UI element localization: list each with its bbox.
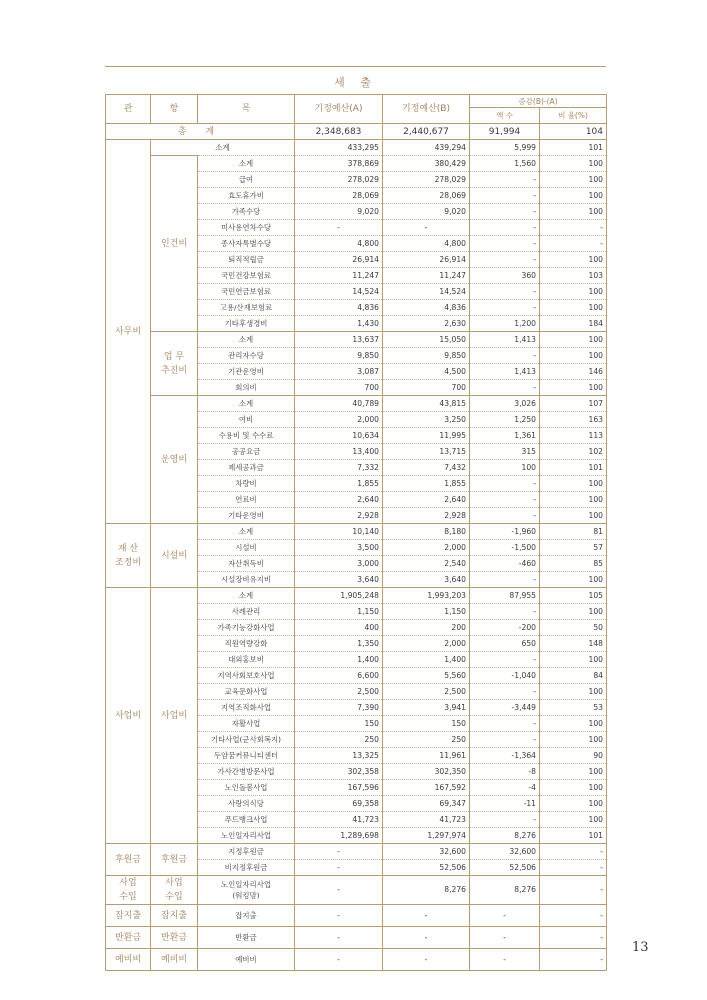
row-revised: 2,000 bbox=[383, 636, 470, 652]
row-diff: -1,960 bbox=[470, 524, 540, 540]
row-diff: - bbox=[470, 716, 540, 732]
row-diff: 87,955 bbox=[470, 588, 540, 604]
row-mok: 직원역량강화 bbox=[198, 636, 295, 652]
row-ratio: 100 bbox=[540, 172, 607, 188]
row-ratio: 100 bbox=[540, 796, 607, 812]
row-base: 150 bbox=[295, 716, 383, 732]
gwan-jaesan: 재 산 조정비 bbox=[106, 524, 151, 588]
row-base: 1,400 bbox=[295, 652, 383, 668]
row-mok: 급여 bbox=[198, 172, 295, 188]
total-revised: 2,440,677 bbox=[383, 124, 470, 140]
row-ratio: 100 bbox=[540, 732, 607, 748]
row-diff: -200 bbox=[470, 620, 540, 636]
header-gwan: 관 bbox=[106, 95, 151, 124]
row-ratio: 103 bbox=[540, 268, 607, 284]
row-diff: - bbox=[470, 380, 540, 396]
hang-saeop: 사업비 bbox=[151, 588, 198, 844]
row-diff: - bbox=[470, 572, 540, 588]
row-base: 9,850 bbox=[295, 348, 383, 364]
row-base: 28,069 bbox=[295, 188, 383, 204]
row-ratio: 101 bbox=[540, 140, 607, 156]
row-ratio: 102 bbox=[540, 444, 607, 460]
row-mok: 예비비 bbox=[198, 949, 295, 971]
page-title: 세 출 bbox=[334, 76, 377, 89]
row-diff: -4 bbox=[470, 780, 540, 796]
row-base: 250 bbox=[295, 732, 383, 748]
row-ratio: 100 bbox=[540, 380, 607, 396]
row-diff: 5,999 bbox=[470, 140, 540, 156]
row-mok: 시설장비유지비 bbox=[198, 572, 295, 588]
row-base: 4,800 bbox=[295, 236, 383, 252]
row-ratio: 100 bbox=[540, 780, 607, 796]
row-diff: 3,026 bbox=[470, 396, 540, 412]
row-diff: 1,413 bbox=[470, 332, 540, 348]
row-revised: 11,247 bbox=[383, 268, 470, 284]
row-diff: 315 bbox=[470, 444, 540, 460]
row-revised: 2,500 bbox=[383, 684, 470, 700]
row-revised: 2,540 bbox=[383, 556, 470, 572]
hang-eopmu: 업 무 추진비 bbox=[151, 332, 198, 396]
hang-huwon: 후원금 bbox=[151, 844, 198, 876]
row-base: 26,914 bbox=[295, 252, 383, 268]
row-ratio: 100 bbox=[540, 492, 607, 508]
row-base: 10,140 bbox=[295, 524, 383, 540]
row-base: 13,325 bbox=[295, 748, 383, 764]
row-revised: 150 bbox=[383, 716, 470, 732]
row-mok: 노인돌봄사업 bbox=[198, 780, 295, 796]
row-mok: 종사자특별수당 bbox=[198, 236, 295, 252]
hang-unyeong: 운영비 bbox=[151, 396, 198, 524]
total-row bbox=[106, 124, 607, 140]
row-ratio: 100 bbox=[540, 332, 607, 348]
row-mok: 푸드뱅크사업 bbox=[198, 812, 295, 828]
gwan-japji: 잡지출 bbox=[106, 905, 151, 927]
row-revised: 1,400 bbox=[383, 652, 470, 668]
row-mok: 교육문화사업 bbox=[198, 684, 295, 700]
row-ratio: 100 bbox=[540, 156, 607, 172]
row-diff: - bbox=[470, 252, 540, 268]
row-base: 10,634 bbox=[295, 428, 383, 444]
header-diff: 증감(B)-(A) bbox=[470, 95, 607, 108]
row-diff: - bbox=[470, 236, 540, 252]
row-mok: 기타후생경비 bbox=[198, 316, 295, 332]
header-base-budget: 기정예산(A) bbox=[295, 95, 383, 124]
row-base: 167,596 bbox=[295, 780, 383, 796]
row-mok: 소계 bbox=[151, 140, 295, 156]
row-diff: - bbox=[470, 188, 540, 204]
row-ratio: 148 bbox=[540, 636, 607, 652]
hang-saeop-suip: 사업 수입 bbox=[151, 876, 198, 905]
row-diff: 1,413 bbox=[470, 364, 540, 380]
row-diff: -1,500 bbox=[470, 540, 540, 556]
row-ratio: - bbox=[540, 844, 607, 860]
row-mok: 수용비 및 수수료 bbox=[198, 428, 295, 444]
row-diff: - bbox=[470, 508, 540, 524]
row-base: - bbox=[295, 860, 383, 876]
gwan-saeop: 사업비 bbox=[106, 588, 151, 844]
row-diff: 52,506 bbox=[470, 860, 540, 876]
row-diff: - bbox=[470, 684, 540, 700]
row-base: 3,087 bbox=[295, 364, 383, 380]
table-row bbox=[106, 905, 607, 927]
row-revised: 439,294 bbox=[383, 140, 470, 156]
row-base: 69,358 bbox=[295, 796, 383, 812]
row-diff: - bbox=[470, 949, 540, 971]
page-number: 13 bbox=[632, 940, 649, 955]
hang-banhwan: 반환금 bbox=[151, 927, 198, 949]
row-diff: - bbox=[470, 812, 540, 828]
row-mok: 반환금 bbox=[198, 927, 295, 949]
row-mok: 자활사업 bbox=[198, 716, 295, 732]
row-diff: 100 bbox=[470, 460, 540, 476]
header-hang: 항 bbox=[151, 95, 198, 124]
row-revised: 3,941 bbox=[383, 700, 470, 716]
row-mok: 관리자수당 bbox=[198, 348, 295, 364]
row-revised: 4,500 bbox=[383, 364, 470, 380]
row-ratio: - bbox=[540, 236, 607, 252]
row-ratio: 100 bbox=[540, 652, 607, 668]
row-base: 2,640 bbox=[295, 492, 383, 508]
row-diff: 1,200 bbox=[470, 316, 540, 332]
row-diff: -460 bbox=[470, 556, 540, 572]
row-revised: 11,961 bbox=[383, 748, 470, 764]
row-base: 1,150 bbox=[295, 604, 383, 620]
header-mok: 목 bbox=[198, 95, 295, 124]
row-ratio: 84 bbox=[540, 668, 607, 684]
row-diff: - bbox=[470, 492, 540, 508]
row-revised: 26,914 bbox=[383, 252, 470, 268]
row-revised: - bbox=[383, 949, 470, 971]
row-mok: 기관운영비 bbox=[198, 364, 295, 380]
row-ratio: - bbox=[540, 876, 607, 905]
row-diff: 8,276 bbox=[470, 828, 540, 844]
table-row bbox=[106, 949, 607, 971]
header-revised-budget: 기정예산(B) bbox=[383, 95, 470, 124]
row-revised: 1,993,203 bbox=[383, 588, 470, 604]
row-diff: - bbox=[470, 220, 540, 236]
row-mok: 여비 bbox=[198, 412, 295, 428]
row-revised: 41,723 bbox=[383, 812, 470, 828]
row-base: 433,295 bbox=[295, 140, 383, 156]
row-diff: - bbox=[470, 476, 540, 492]
title-rule bbox=[105, 66, 606, 67]
row-ratio: 101 bbox=[540, 460, 607, 476]
row-ratio: 53 bbox=[540, 700, 607, 716]
row-ratio: 101 bbox=[540, 828, 607, 844]
row-mok: 효도휴가비 bbox=[198, 188, 295, 204]
row-diff: - bbox=[470, 604, 540, 620]
gwan-yebi: 예비비 bbox=[106, 949, 151, 971]
hang-ingeon: 인건비 bbox=[151, 156, 198, 332]
row-ratio: - bbox=[540, 927, 607, 949]
row-base: 1,350 bbox=[295, 636, 383, 652]
row-ratio: 100 bbox=[540, 348, 607, 364]
row-ratio: 100 bbox=[540, 284, 607, 300]
row-diff: - bbox=[470, 652, 540, 668]
row-mok: 국민건강보험료 bbox=[198, 268, 295, 284]
row-revised: 9,850 bbox=[383, 348, 470, 364]
row-mok: 소계 bbox=[198, 396, 295, 412]
row-base: 40,789 bbox=[295, 396, 383, 412]
row-revised: 7,432 bbox=[383, 460, 470, 476]
row-mok: 잡지출 bbox=[198, 905, 295, 927]
row-revised: 1,855 bbox=[383, 476, 470, 492]
row-base: 14,524 bbox=[295, 284, 383, 300]
row-diff: - bbox=[470, 905, 540, 927]
row-revised: 302,350 bbox=[383, 764, 470, 780]
row-diff: 32,600 bbox=[470, 844, 540, 860]
row-base: 1,855 bbox=[295, 476, 383, 492]
table-row bbox=[106, 332, 607, 348]
row-mok: 퇴직적립금 bbox=[198, 252, 295, 268]
row-base: 3,000 bbox=[295, 556, 383, 572]
row-revised: 5,560 bbox=[383, 668, 470, 684]
gwan-banhwan: 반환금 bbox=[106, 927, 151, 949]
gwan-huwon: 후원금 bbox=[106, 844, 151, 876]
row-mok: 고용/산재보험료 bbox=[198, 300, 295, 316]
row-base: 378,869 bbox=[295, 156, 383, 172]
row-revised: 200 bbox=[383, 620, 470, 636]
row-mok: 비지정후원금 bbox=[198, 860, 295, 876]
row-ratio: 100 bbox=[540, 604, 607, 620]
row-mok: 소계 bbox=[198, 332, 295, 348]
row-mok: 사랑의식당 bbox=[198, 796, 295, 812]
row-ratio: 100 bbox=[540, 204, 607, 220]
row-base: - bbox=[295, 220, 383, 236]
row-revised: - bbox=[383, 927, 470, 949]
row-revised: 3,250 bbox=[383, 412, 470, 428]
row-revised: 11,995 bbox=[383, 428, 470, 444]
row-diff: -8 bbox=[470, 764, 540, 780]
row-base: 11,247 bbox=[295, 268, 383, 284]
row-revised: 2,640 bbox=[383, 492, 470, 508]
row-diff: -11 bbox=[470, 796, 540, 812]
row-mok: 소계 bbox=[198, 156, 295, 172]
row-ratio: 100 bbox=[540, 716, 607, 732]
row-mok: 자산취득비 bbox=[198, 556, 295, 572]
row-base: 4,836 bbox=[295, 300, 383, 316]
row-base: - bbox=[295, 927, 383, 949]
row-diff: - bbox=[470, 927, 540, 949]
row-revised: 3,640 bbox=[383, 572, 470, 588]
row-diff: 650 bbox=[470, 636, 540, 652]
row-diff: -3,449 bbox=[470, 700, 540, 716]
row-mok: 회의비 bbox=[198, 380, 295, 396]
row-revised: - bbox=[383, 905, 470, 927]
row-revised: 13,715 bbox=[383, 444, 470, 460]
row-ratio: 100 bbox=[540, 188, 607, 204]
row-mok: 공공요금 bbox=[198, 444, 295, 460]
row-diff: - bbox=[470, 172, 540, 188]
row-mok: 두암꿈커뮤니티센터 bbox=[198, 748, 295, 764]
gwan-saeop-suip: 사업 수입 bbox=[106, 876, 151, 905]
row-ratio: 81 bbox=[540, 524, 607, 540]
row-mok: 소계 bbox=[198, 588, 295, 604]
row-revised: 250 bbox=[383, 732, 470, 748]
row-revised: 167,592 bbox=[383, 780, 470, 796]
row-mok: 기타사업(군사회복지) bbox=[198, 732, 295, 748]
row-revised: 9,020 bbox=[383, 204, 470, 220]
row-base: 13,400 bbox=[295, 444, 383, 460]
row-ratio: 100 bbox=[540, 476, 607, 492]
row-base: 13,637 bbox=[295, 332, 383, 348]
row-revised: 28,069 bbox=[383, 188, 470, 204]
row-ratio: 50 bbox=[540, 620, 607, 636]
row-revised: 2,000 bbox=[383, 540, 470, 556]
row-base: 302,358 bbox=[295, 764, 383, 780]
row-mok: 시설비 bbox=[198, 540, 295, 556]
row-ratio: - bbox=[540, 220, 607, 236]
table-row bbox=[106, 844, 607, 860]
row-revised: 2,630 bbox=[383, 316, 470, 332]
row-ratio: 57 bbox=[540, 540, 607, 556]
total-diff: 91,994 bbox=[470, 124, 540, 140]
row-ratio: 100 bbox=[540, 508, 607, 524]
row-ratio: 100 bbox=[540, 300, 607, 316]
row-ratio: 163 bbox=[540, 412, 607, 428]
row-ratio: 90 bbox=[540, 748, 607, 764]
row-base: 7,390 bbox=[295, 700, 383, 716]
row-base: - bbox=[295, 905, 383, 927]
row-diff: 1,361 bbox=[470, 428, 540, 444]
row-mok: 미사용연차수당 bbox=[198, 220, 295, 236]
row-base: 278,029 bbox=[295, 172, 383, 188]
row-base: - bbox=[295, 949, 383, 971]
table-row bbox=[106, 876, 607, 905]
row-base: 700 bbox=[295, 380, 383, 396]
total-base: 2,348,683 bbox=[295, 124, 383, 140]
row-mok: 지정후원금 bbox=[198, 844, 295, 860]
row-diff: -1,040 bbox=[470, 668, 540, 684]
row-ratio: 107 bbox=[540, 396, 607, 412]
row-base: 3,500 bbox=[295, 540, 383, 556]
row-base: 6,600 bbox=[295, 668, 383, 684]
row-revised: 4,800 bbox=[383, 236, 470, 252]
row-ratio: - bbox=[540, 860, 607, 876]
row-revised: 14,524 bbox=[383, 284, 470, 300]
row-base: 2,000 bbox=[295, 412, 383, 428]
row-revised: 8,276 bbox=[383, 876, 470, 905]
row-mok: 사례관리 bbox=[198, 604, 295, 620]
row-revised: 278,029 bbox=[383, 172, 470, 188]
table-row bbox=[106, 524, 607, 540]
row-revised: 43,815 bbox=[383, 396, 470, 412]
row-base: - bbox=[295, 844, 383, 860]
row-revised: 8,180 bbox=[383, 524, 470, 540]
row-revised: 2,928 bbox=[383, 508, 470, 524]
row-base: 400 bbox=[295, 620, 383, 636]
row-diff: - bbox=[470, 348, 540, 364]
row-ratio: 113 bbox=[540, 428, 607, 444]
row-mok: 가족수당 bbox=[198, 204, 295, 220]
row-mok: 연료비 bbox=[198, 492, 295, 508]
total-ratio: 104 bbox=[540, 124, 607, 140]
row-base: 1,905,248 bbox=[295, 588, 383, 604]
gwan-samu: 사무비 bbox=[106, 140, 151, 524]
table-row bbox=[106, 140, 607, 156]
row-diff: 8,276 bbox=[470, 876, 540, 905]
row-mok: 제세공과금 bbox=[198, 460, 295, 476]
row-base: 1,289,698 bbox=[295, 828, 383, 844]
row-base: 2,928 bbox=[295, 508, 383, 524]
row-diff: -1,364 bbox=[470, 748, 540, 764]
row-mok: 소계 bbox=[198, 524, 295, 540]
row-ratio: 85 bbox=[540, 556, 607, 572]
row-base: 3,640 bbox=[295, 572, 383, 588]
row-ratio: 100 bbox=[540, 252, 607, 268]
row-mok: 국민연금보험료 bbox=[198, 284, 295, 300]
row-ratio: 100 bbox=[540, 812, 607, 828]
row-revised: 32,600 bbox=[383, 844, 470, 860]
row-ratio: 184 bbox=[540, 316, 607, 332]
row-revised: 15,050 bbox=[383, 332, 470, 348]
row-revised: 380,429 bbox=[383, 156, 470, 172]
row-diff: 1,560 bbox=[470, 156, 540, 172]
header-ratio: 비 율(%) bbox=[540, 108, 607, 124]
row-revised: - bbox=[383, 220, 470, 236]
header-amount: 액 수 bbox=[470, 108, 540, 124]
row-revised: 1,297,974 bbox=[383, 828, 470, 844]
row-ratio: 100 bbox=[540, 764, 607, 780]
row-diff: - bbox=[470, 284, 540, 300]
row-ratio: - bbox=[540, 905, 607, 927]
row-diff: - bbox=[470, 204, 540, 220]
row-diff: 360 bbox=[470, 268, 540, 284]
row-revised: 52,506 bbox=[383, 860, 470, 876]
row-mok: 지역조직화사업 bbox=[198, 700, 295, 716]
row-revised: 1,150 bbox=[383, 604, 470, 620]
row-base: 2,500 bbox=[295, 684, 383, 700]
row-mok: 차량비 bbox=[198, 476, 295, 492]
row-base: 9,020 bbox=[295, 204, 383, 220]
total-label: 총 계 bbox=[106, 124, 295, 140]
row-mok: 가족기능강화사업 bbox=[198, 620, 295, 636]
table-row bbox=[106, 396, 607, 412]
row-mok: 노인일자리사업 (워킹맘) bbox=[198, 876, 295, 905]
row-mok: 지역사회보호사업 bbox=[198, 668, 295, 684]
row-ratio: - bbox=[540, 949, 607, 971]
row-diff: 1,250 bbox=[470, 412, 540, 428]
row-ratio: 100 bbox=[540, 572, 607, 588]
row-base: 7,332 bbox=[295, 460, 383, 476]
row-base: 1,430 bbox=[295, 316, 383, 332]
row-diff: - bbox=[470, 300, 540, 316]
hang-siseol: 시설비 bbox=[151, 524, 198, 588]
table-row bbox=[106, 156, 607, 172]
row-revised: 700 bbox=[383, 380, 470, 396]
row-revised: 4,836 bbox=[383, 300, 470, 316]
row-ratio: 105 bbox=[540, 588, 607, 604]
row-diff: - bbox=[470, 732, 540, 748]
row-ratio: 100 bbox=[540, 684, 607, 700]
table-row bbox=[106, 588, 607, 604]
row-mok: 기타운영비 bbox=[198, 508, 295, 524]
table-row bbox=[106, 927, 607, 949]
row-revised: 69,347 bbox=[383, 796, 470, 812]
row-mok: 대외홍보비 bbox=[198, 652, 295, 668]
row-mok: 가사간병방문사업 bbox=[198, 764, 295, 780]
row-ratio: 146 bbox=[540, 364, 607, 380]
hang-yebi: 예비비 bbox=[151, 949, 198, 971]
expenditure-table bbox=[105, 94, 607, 971]
hang-japji: 잡지출 bbox=[151, 905, 198, 927]
row-base: 41,723 bbox=[295, 812, 383, 828]
row-mok: 노인일자리사업 bbox=[198, 828, 295, 844]
row-base: - bbox=[295, 876, 383, 905]
